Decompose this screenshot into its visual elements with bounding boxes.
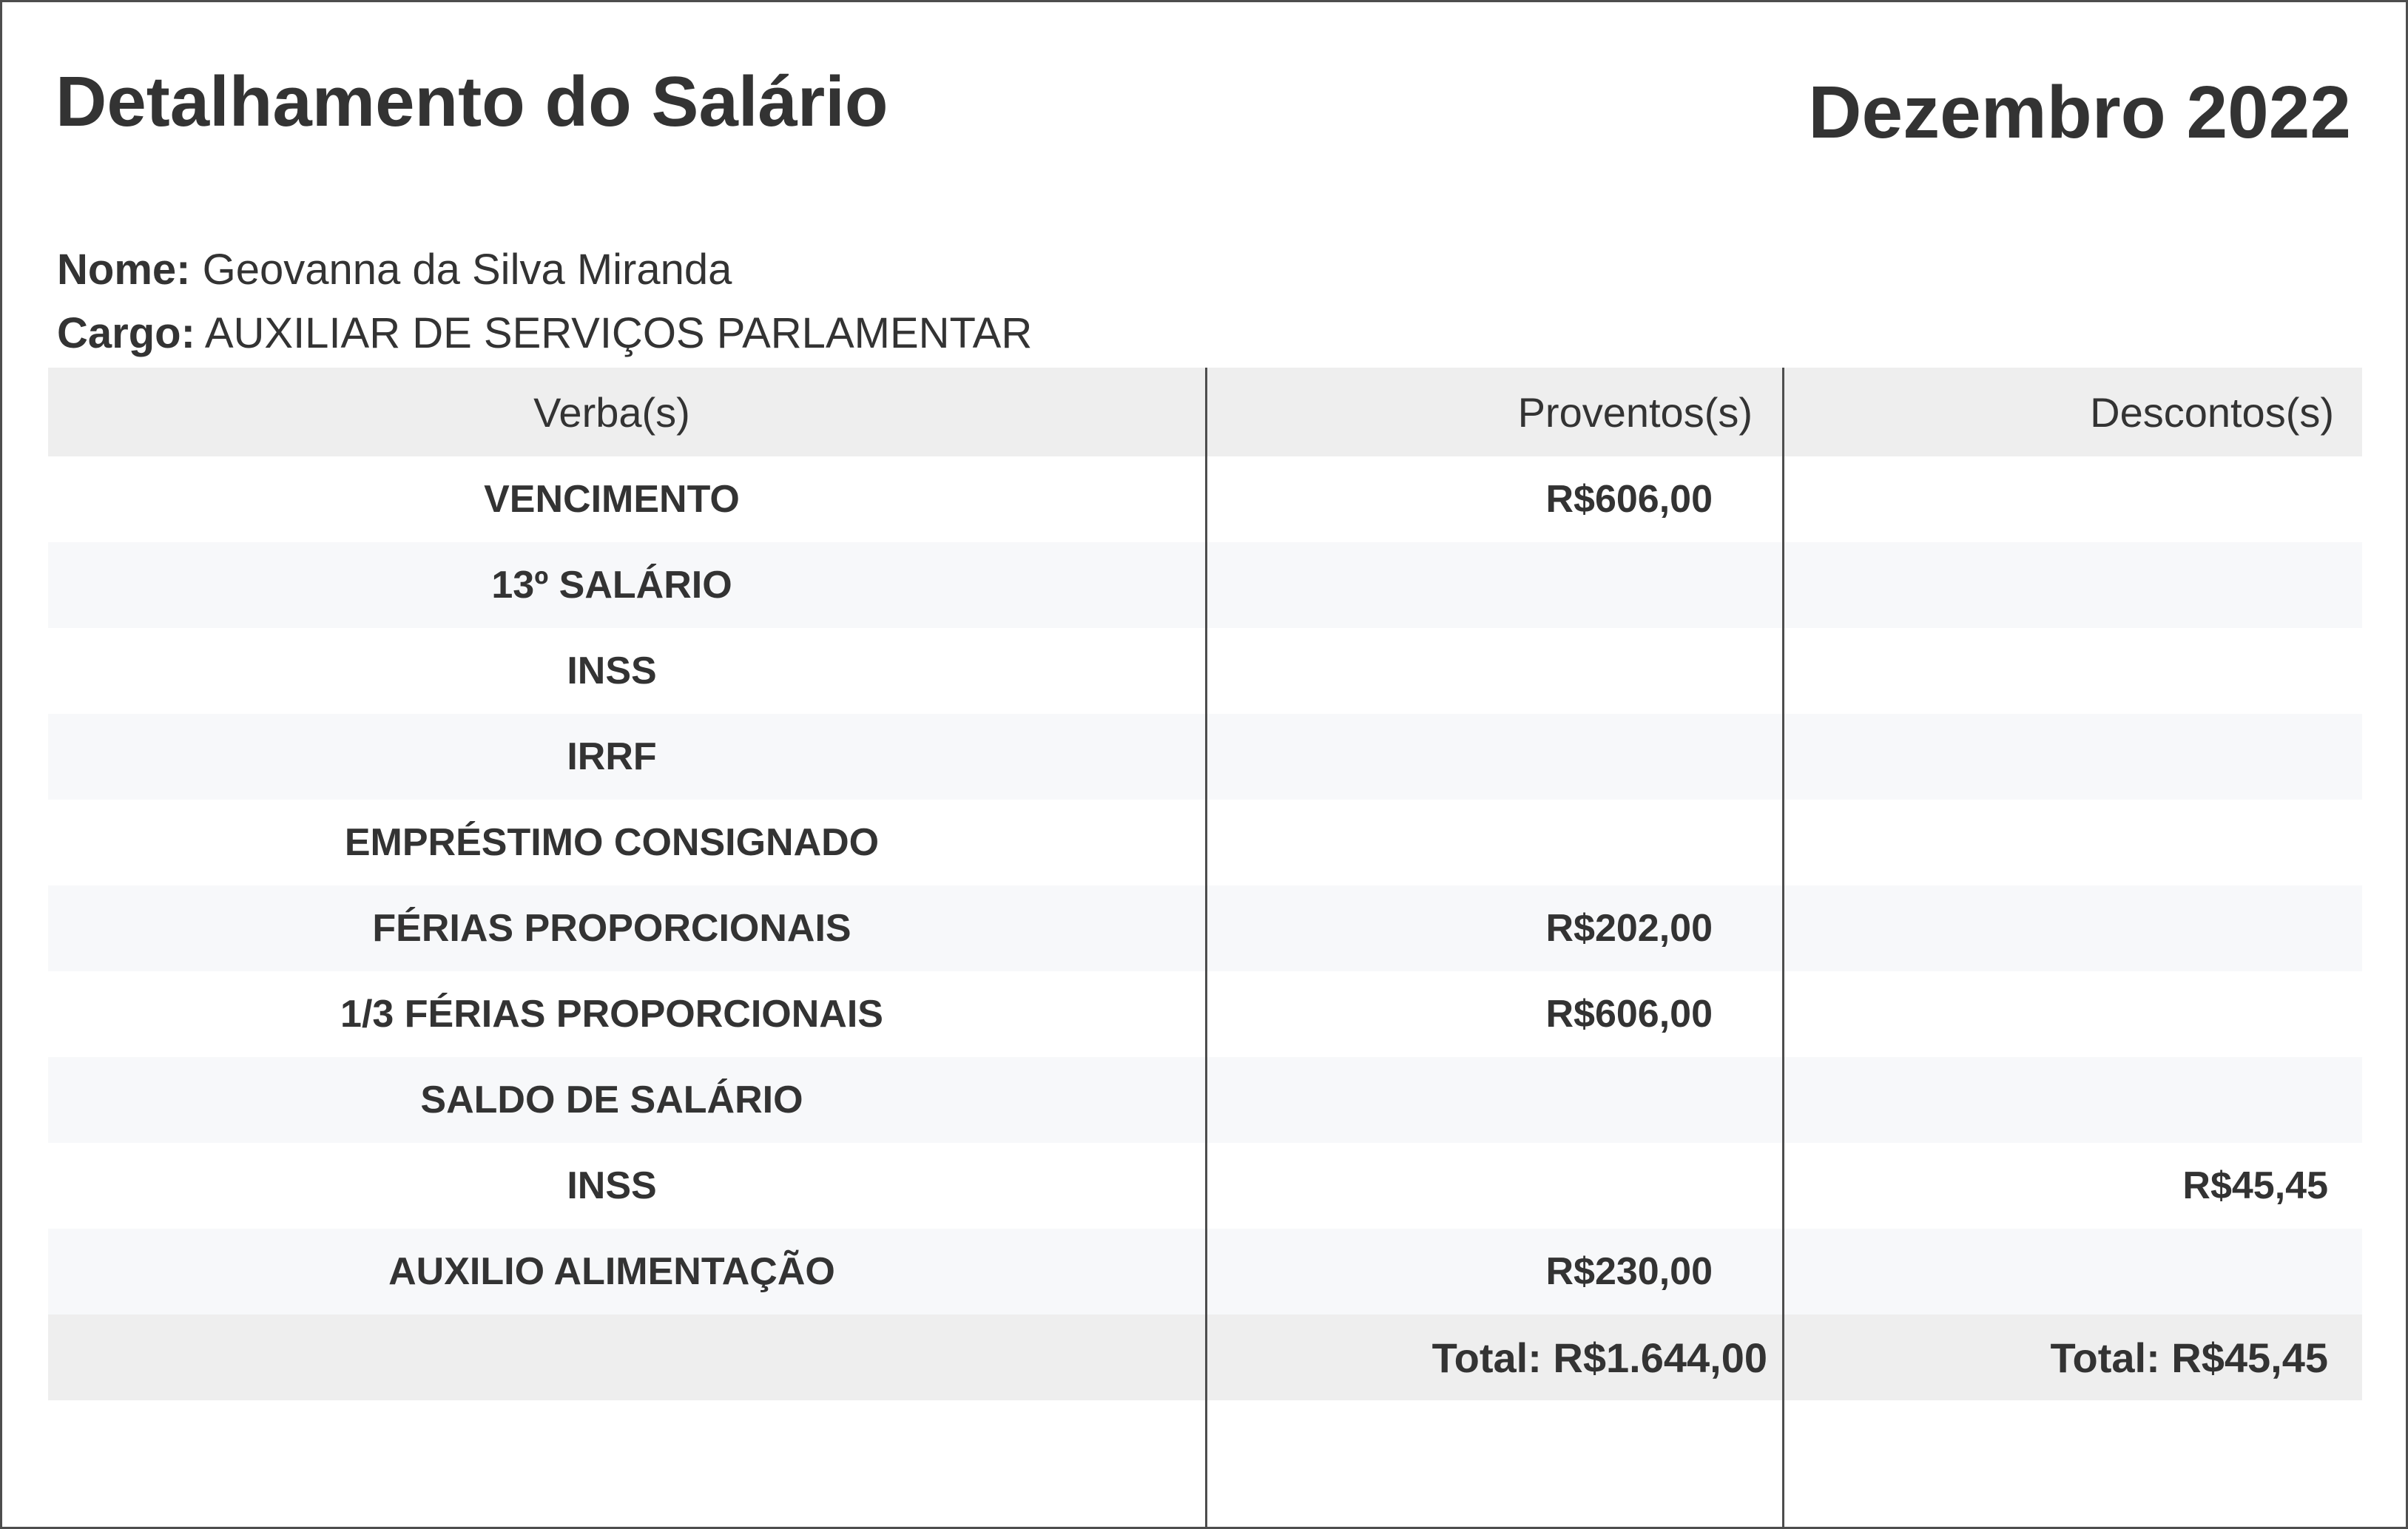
provento-cell: R$202,00	[1545, 907, 1713, 950]
column-header-verba: Verba(s)	[533, 388, 690, 436]
column-header-descontos: Descontos(s)	[2090, 388, 2334, 436]
employee-name-line	[57, 245, 732, 294]
provento-cell	[1205, 800, 1784, 885]
provento-cell: R$606,00	[1545, 993, 1713, 1036]
desconto-cell	[1784, 1229, 2362, 1314]
verba-cell: EMPRÉSTIMO CONSIGNADO	[344, 821, 880, 864]
verba-cell: 1/3 FÉRIAS PROPORCIONAIS	[340, 993, 883, 1036]
desconto-cell	[1784, 885, 2362, 971]
total-descontos: Total: R$45,45	[2050, 1334, 2328, 1381]
desconto-cell: R$45,45	[2182, 1164, 2328, 1207]
verba-cell: VENCIMENTO	[484, 478, 740, 521]
provento-cell	[1205, 628, 1784, 714]
verba-cell: IRRF	[567, 735, 657, 778]
provento-cell: R$606,00	[1545, 478, 1713, 521]
desconto-cell	[1784, 542, 2362, 628]
provento-cell	[1205, 542, 1784, 628]
desconto-cell	[1784, 456, 2362, 542]
name-label: Nome:	[57, 246, 191, 294]
employee-name: Geovanna da Silva Miranda	[202, 246, 732, 294]
page-title: Detalhamento do Salário	[55, 62, 888, 141]
employee-cargo: AUXILIAR DE SERVIÇOS PARLAMENTAR	[204, 309, 1033, 357]
cargo-label: Cargo:	[57, 309, 195, 357]
verba-cell: INSS	[567, 649, 657, 692]
desconto-cell	[1784, 628, 2362, 714]
total-proventos: Total: R$1.644,00	[1431, 1334, 1767, 1381]
employee-cargo-line	[57, 308, 1032, 358]
provento-cell	[1205, 714, 1784, 800]
provento-cell: R$230,00	[1545, 1250, 1713, 1293]
verba-cell: FÉRIAS PROPORCIONAIS	[372, 907, 851, 950]
column-header-proventos: Proventos(s)	[1517, 388, 1753, 436]
column-divider-2	[1782, 368, 1784, 1527]
verba-cell: AUXILIO ALIMENTAÇÃO	[388, 1250, 835, 1293]
provento-cell	[1205, 1057, 1784, 1143]
column-divider-1	[1205, 368, 1207, 1527]
desconto-cell	[1784, 800, 2362, 885]
provento-cell	[1205, 1143, 1784, 1229]
totals-spacer	[48, 1314, 1205, 1400]
verba-cell: INSS	[567, 1164, 657, 1207]
verba-cell: 13º SALÁRIO	[491, 564, 732, 607]
verba-cell: SALDO DE SALÁRIO	[420, 1079, 803, 1121]
period-label: Dezembro 2022	[1808, 71, 2351, 154]
desconto-cell	[1784, 971, 2362, 1057]
desconto-cell	[1784, 1057, 2362, 1143]
desconto-cell	[1784, 714, 2362, 800]
